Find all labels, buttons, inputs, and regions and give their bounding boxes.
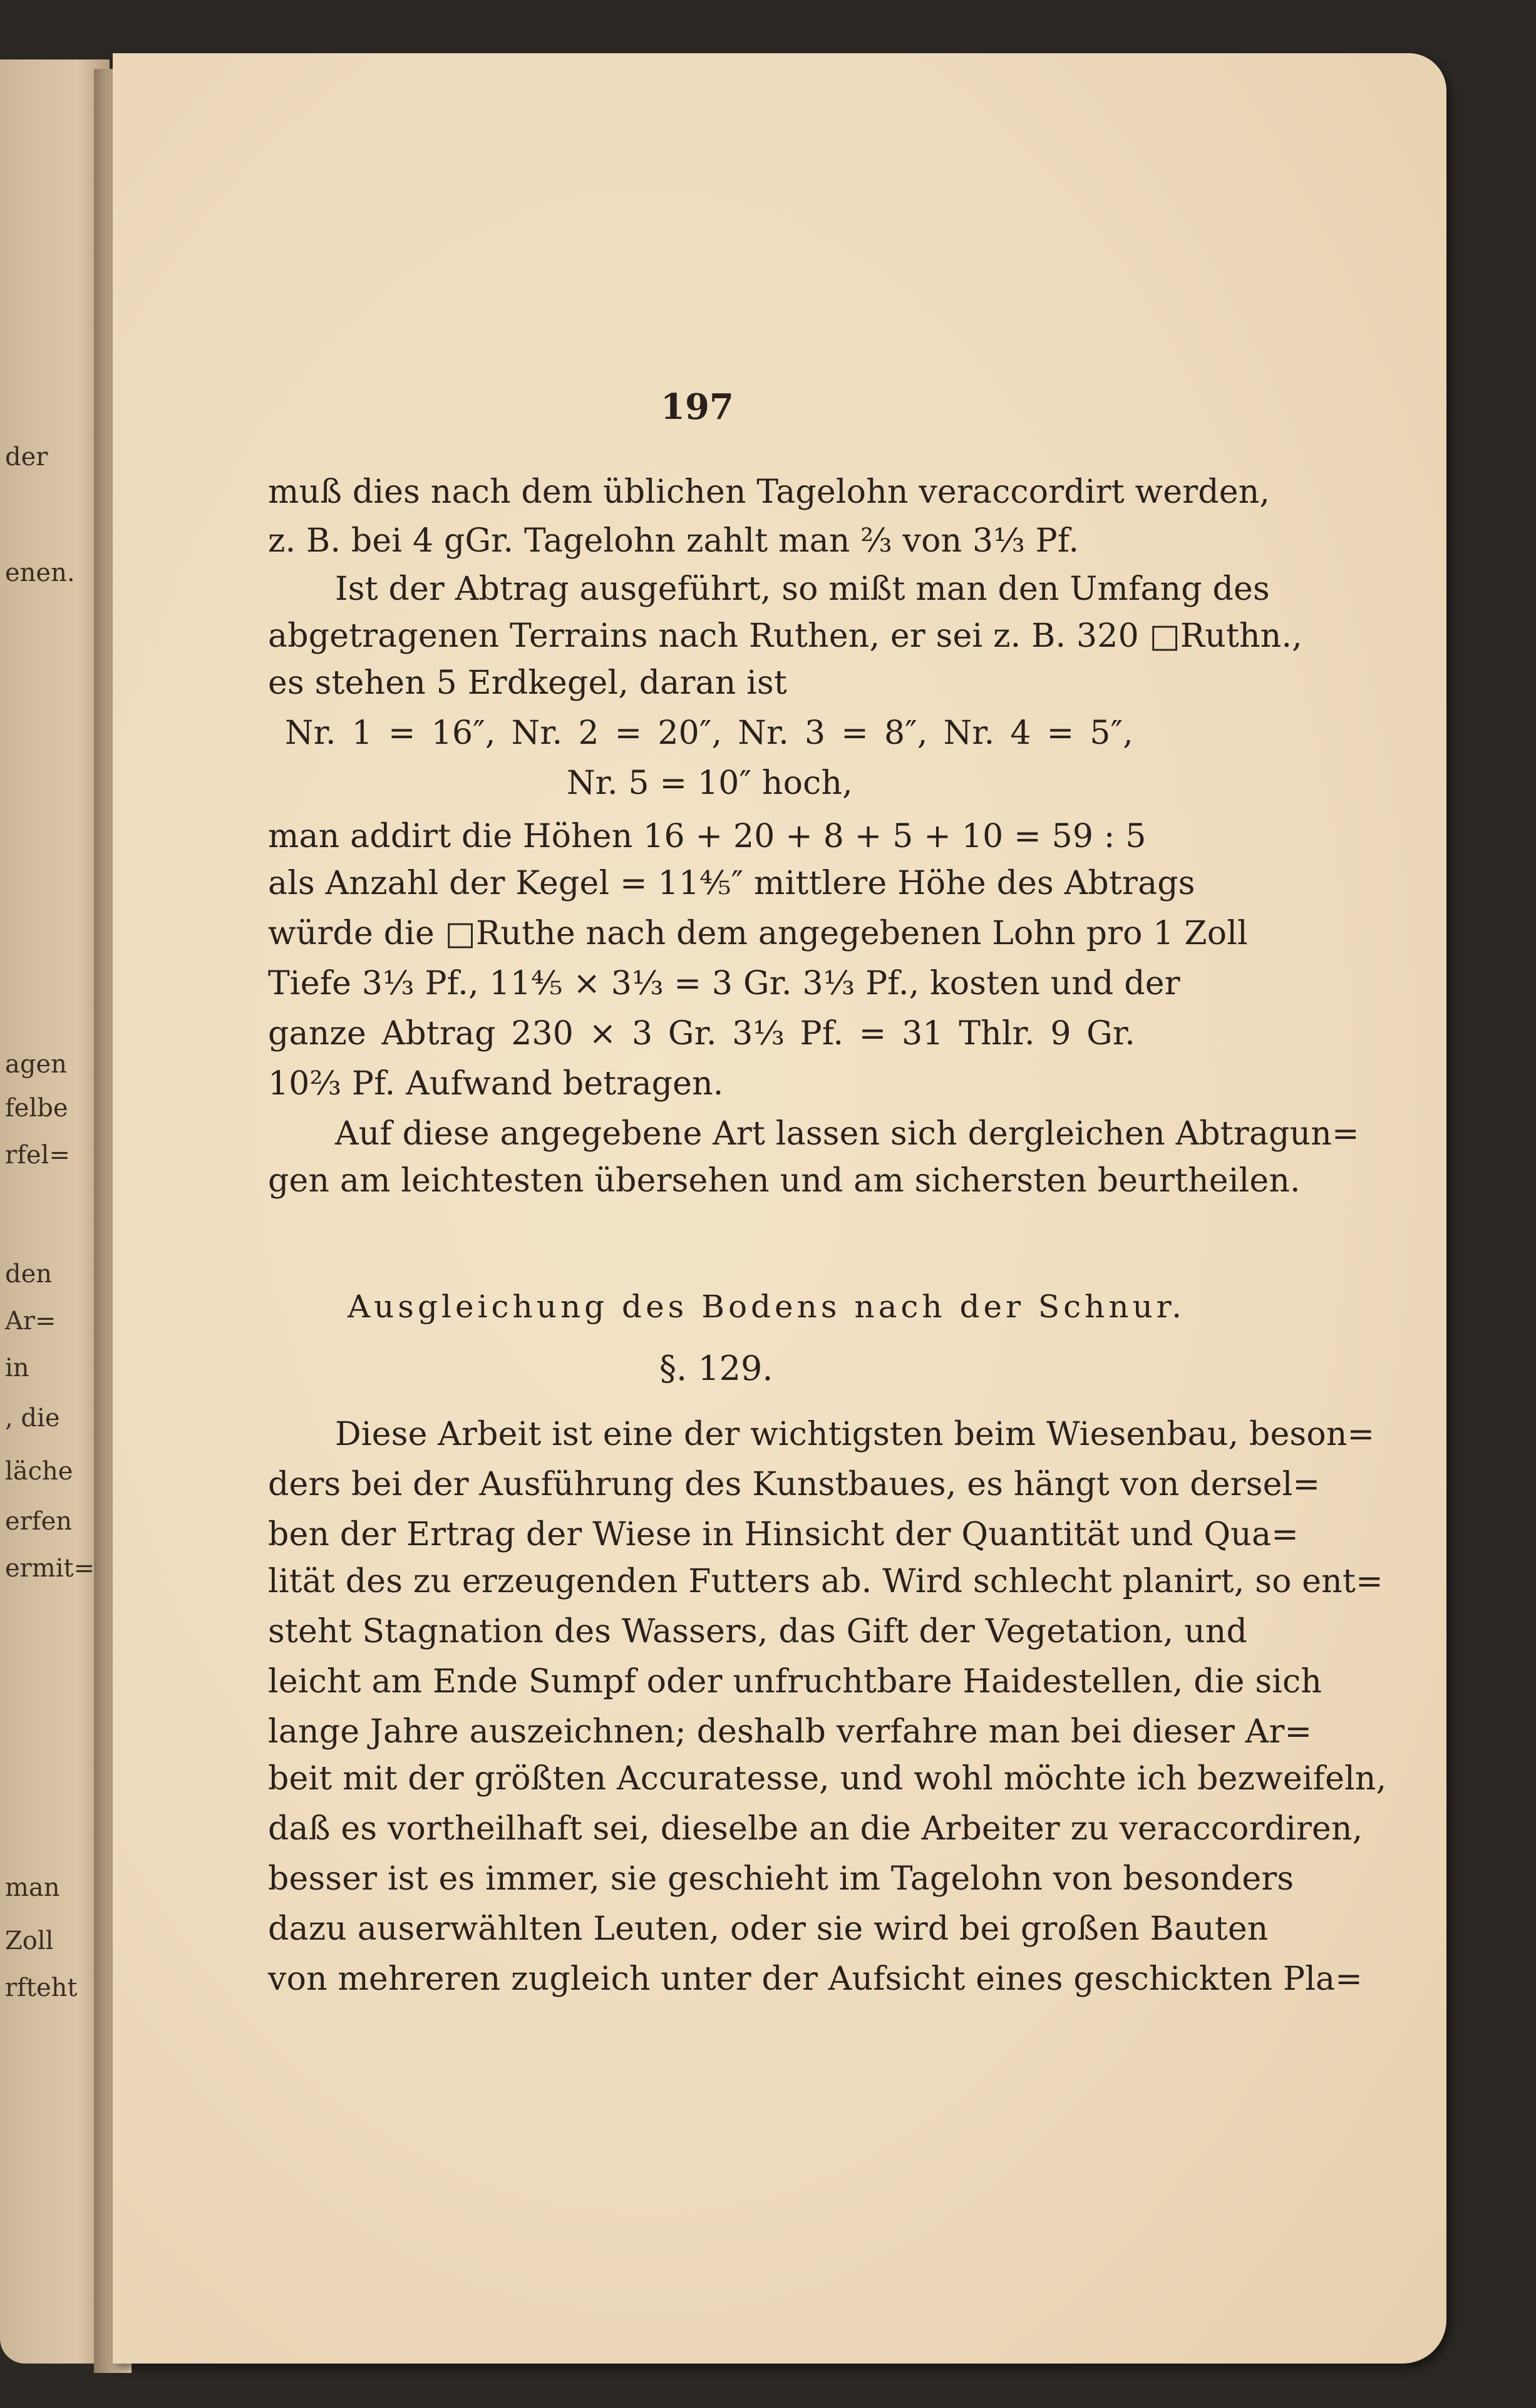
left-page-fragment: Ar= — [5, 1307, 56, 1335]
text-line: 10⅔ Pf. Aufwand betragen. — [268, 1065, 724, 1103]
left-page-fragment: enen. — [5, 558, 75, 587]
left-page-fragment: felbe — [5, 1094, 68, 1123]
left-page-fragment: den — [5, 1260, 53, 1289]
text-line: ganze Abtrag 230 × 3 Gr. 3⅓ Pf. = 31 Thlr. 9 Gr. — [268, 1015, 1135, 1052]
text-line: lange Jahre auszeichnen; deshalb verfahre man bei dieser Ar= — [268, 1713, 1312, 1751]
text-line: es stehen 5 Erdkegel, daran ist — [268, 664, 787, 702]
left-page-fragment: Zoll — [5, 1927, 54, 1955]
text-line: würde die □Ruthe nach dem angegebenen Lohn pro 1 Zoll — [268, 915, 1248, 952]
text-line: Auf diese angegebene Art lassen sich dergleichen Abtragun= — [335, 1115, 1359, 1153]
text-line: als Anzahl der Kegel = 11⅘″ mittlere Höhe des Abtrags — [268, 865, 1195, 902]
left-page-fragment: man — [5, 1873, 60, 1902]
equation-line: Nr. 5 = 10″ hoch, — [567, 764, 853, 802]
text-line: von mehreren zugleich unter der Aufsicht eines geschickten Pla= — [268, 1960, 1363, 1998]
text-line: abgetragenen Terrains nach Ruthen, er sei z. B. 320 □Ruthn., — [268, 617, 1302, 655]
text-line: dazu auserwählten Leuten, oder sie wird bei großen Bauten — [268, 1910, 1269, 1948]
text-line: leicht am Ende Sumpf oder unfruchtbare Haidestellen, die sich — [268, 1663, 1322, 1701]
left-page-fragment: erfen — [5, 1507, 73, 1536]
text-line: ders bei der Ausführung des Kunstbaues, es hängt von dersel= — [268, 1466, 1321, 1503]
text-line: daß es vortheilhaft sei, dieselbe an die Arbeiter zu veraccordiren, — [268, 1810, 1363, 1848]
text-line: muß dies nach dem üblichen Tagelohn veraccordirt werden, — [268, 473, 1271, 511]
text-line: Diese Arbeit ist eine der wichtigsten beim Wiesenbau, beson= — [335, 1416, 1375, 1453]
left-page-edge — [0, 59, 110, 2364]
text-line: beit mit der größten Accuratesse, und wohl möchte ich bezweifeln, — [268, 1760, 1387, 1798]
equation-line: Nr. 1 = 16″, Nr. 2 = 20″, Nr. 3 = 8″, Nr. 4 = 5″, — [285, 714, 1133, 752]
text-line: steht Stagnation des Wassers, das Gift der Vegetation, und — [268, 1613, 1247, 1650]
left-page-fragment: ermit= — [5, 1554, 95, 1583]
left-page-fragment: rfel= — [5, 1141, 70, 1170]
section-heading: Ausgleichung des Bodens nach der Schnur. — [348, 1289, 1186, 1325]
left-page-fragment: agen — [5, 1050, 67, 1079]
text-line: z. B. bei 4 gGr. Tagelohn zahlt man ⅔ von 3⅓ Pf. — [268, 522, 1080, 560]
left-page-fragment: rfteht — [5, 1973, 78, 2002]
left-page-fragment: , die — [5, 1404, 60, 1433]
left-page-fragment: der — [5, 443, 48, 471]
text-line: lität des zu erzeugenden Futters ab. Wird schlecht planirt, so ent= — [268, 1563, 1383, 1600]
text-line: Ist der Abtrag ausgeführt, so mißt man den Umfang des — [335, 570, 1270, 608]
text-line: man addirt die Höhen 16 + 20 + 8 + 5 + 10 = 59 : 5 — [268, 818, 1147, 855]
text-line: ben der Ertrag der Wiese in Hinsicht der Quantität und Qua= — [268, 1516, 1299, 1553]
left-page-fragment: läche — [5, 1457, 73, 1486]
text-line: Tiefe 3⅓ Pf., 11⅘ × 3⅓ = 3 Gr. 3⅓ Pf., kosten und der — [268, 965, 1180, 1002]
left-page-fragment: in — [5, 1354, 29, 1382]
text-line: gen am leichtesten übersehen und am sichersten beurtheilen. — [268, 1162, 1301, 1200]
book-page — [113, 53, 1446, 2364]
section-number: §. 129. — [659, 1349, 773, 1388]
text-line: besser ist es immer, sie geschieht im Tagelohn von besonders — [268, 1860, 1294, 1898]
page-number: 197 — [661, 386, 734, 428]
